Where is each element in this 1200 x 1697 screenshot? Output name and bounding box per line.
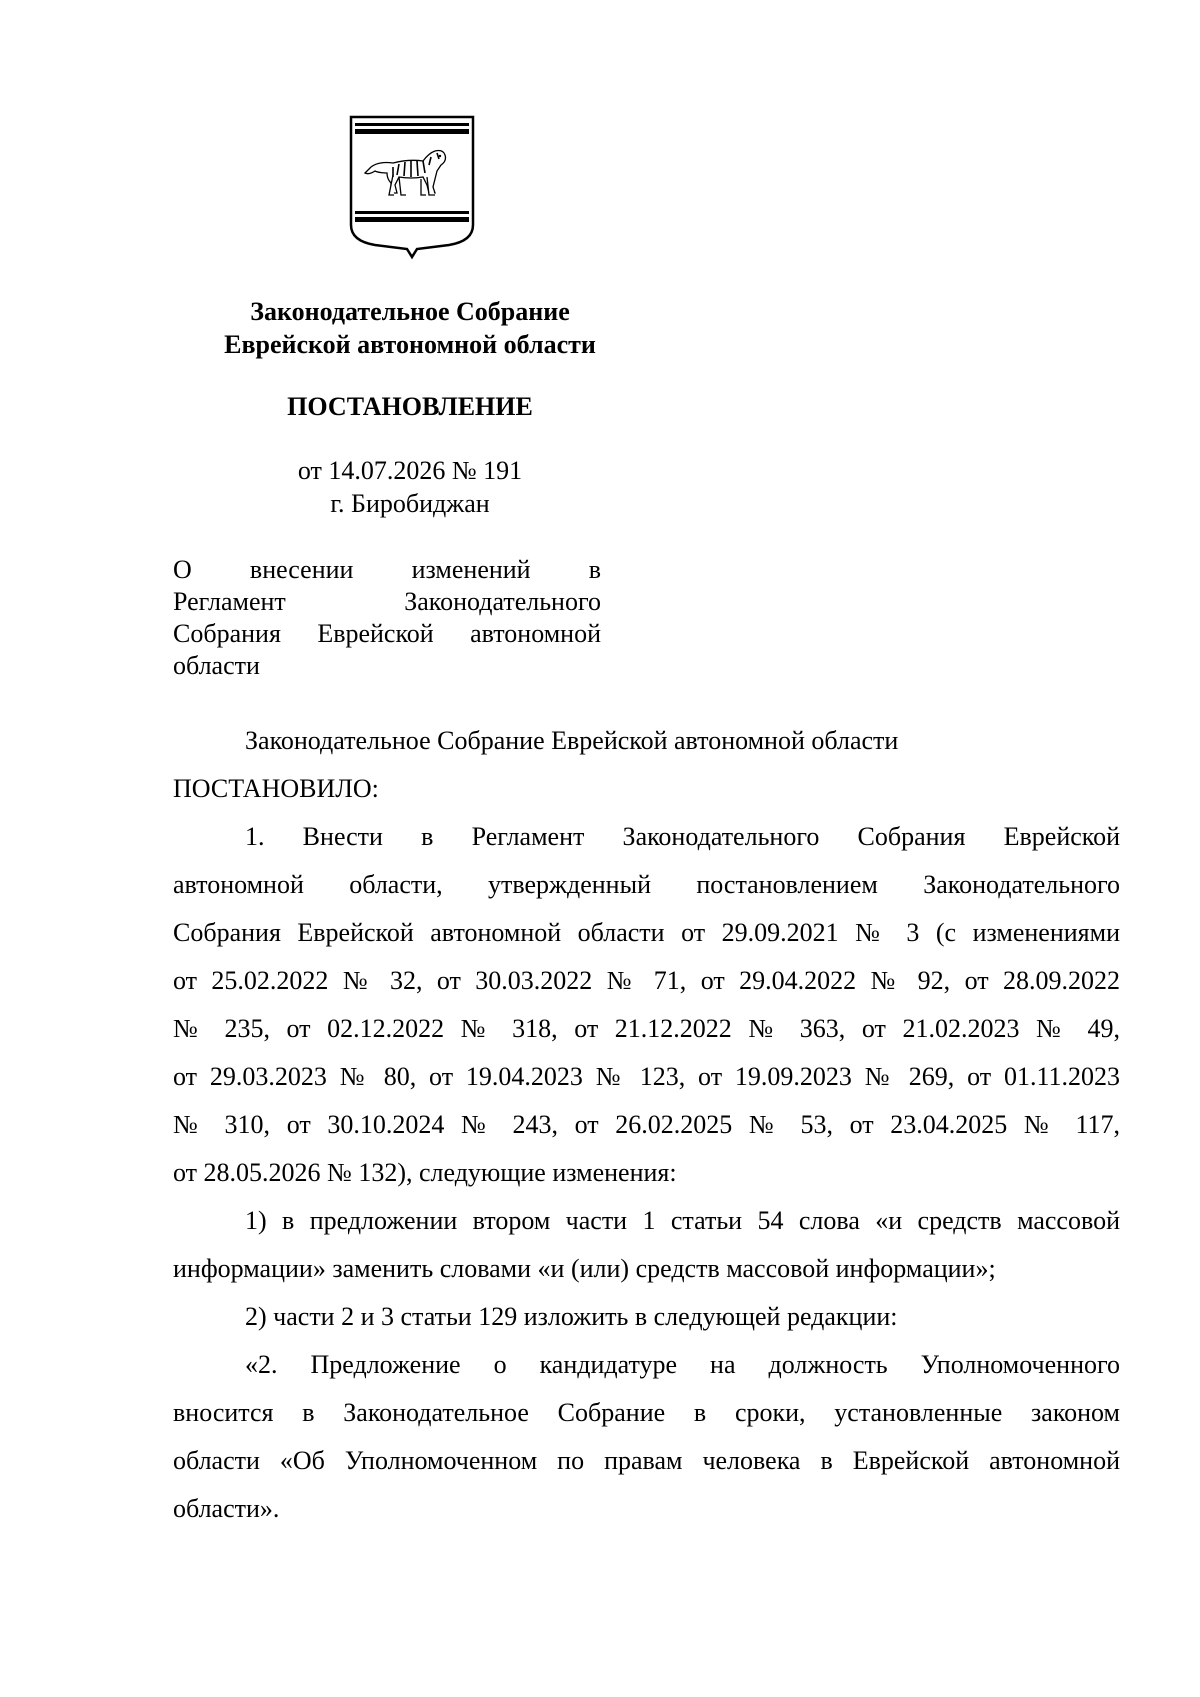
date-number: от 14.07.2026 № 191: [297, 456, 523, 485]
organization-name: [150, 295, 670, 361]
body-line: Законодательное Собрание Еврейской автономной области: [245, 726, 899, 755]
body-line: области».: [173, 1494, 280, 1523]
body-line: вносится в Законодательное Собрание в сроки, установленные законом: [173, 1398, 1120, 1427]
body-line: автономной области, утвержденный постановлением Законодательного: [173, 870, 1120, 899]
organization-line-2: Еврейской автономной области: [224, 330, 596, 359]
organization-line-1: Законодательное Собрание: [250, 297, 570, 326]
subject-line: Собрания Еврейской автономной: [173, 619, 601, 648]
document-type: ПОСТАНОВЛЕНИЕ: [287, 392, 533, 421]
subject-line: О внесении изменений в: [173, 555, 602, 584]
body-line: информации» заменить словами «и (или) средств массовой информации»;: [173, 1254, 996, 1283]
body-line: 1) в предложении втором части 1 статьи 54 слова «и средств массовой: [245, 1206, 1120, 1235]
subject-line: Регламент Законодательного: [173, 587, 601, 616]
city: г. Биробиджан: [330, 489, 490, 518]
body-line: ПОСТАНОВИЛО:: [173, 774, 379, 803]
coat-of-arms-emblem: [349, 115, 475, 261]
body-line: № 235, от 02.12.2022 № 318, от 21.12.2022 № 363, от 21.02.2023 № 49,: [173, 1014, 1120, 1043]
body-line: № 310, от 30.10.2024 № 243, от 26.02.2025 № 53, от 23.04.2025 № 117,: [173, 1110, 1120, 1139]
body-line: 1. Внести в Регламент Законодательного Собрания Еврейской: [245, 822, 1120, 851]
document-subject: [173, 554, 601, 682]
subject-line: области: [173, 651, 260, 680]
body-line: 2) части 2 и 3 статьи 129 изложить в следующей редакции:: [245, 1302, 898, 1331]
body-line: от 29.03.2023 № 80, от 19.04.2023 № 123, от 19.09.2023 № 269, от 01.11.2023: [173, 1062, 1120, 1091]
body-line: области «Об Уполномоченном по правам человека в Еврейской автономной: [173, 1446, 1120, 1475]
document-body: [173, 717, 1120, 1533]
body-line: Собрания Еврейской автономной области от 29.09.2021 № 3 (с изменениями: [173, 918, 1120, 947]
body-line: от 25.02.2022 № 32, от 30.03.2022 № 71, от 29.04.2022 № 92, от 28.09.2022: [173, 966, 1120, 995]
body-line: «2. Предложение о кандидатуре на должность Уполномоченного: [245, 1350, 1120, 1379]
body-line: от 28.05.2026 № 132), следующие изменения:: [173, 1158, 677, 1187]
